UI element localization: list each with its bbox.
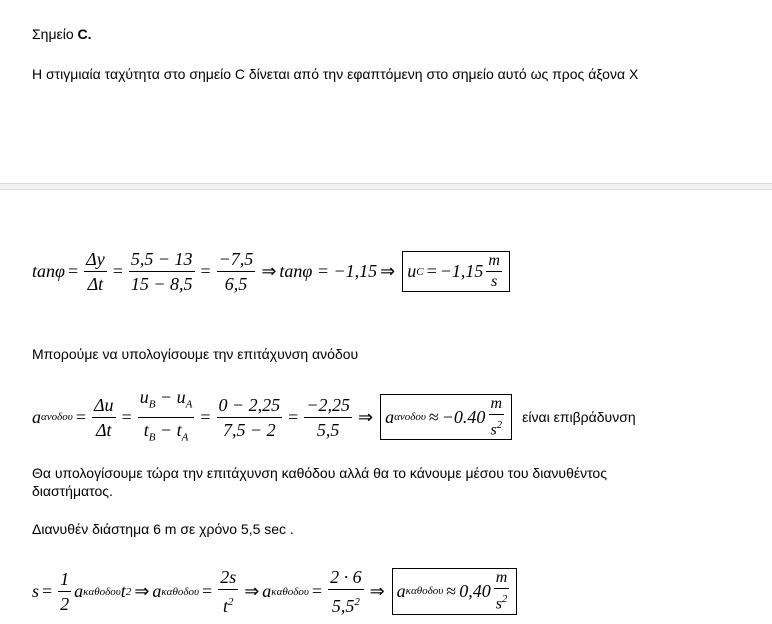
eq1-fraction-1: $\frac{\Delta y}{\Delta t}$: [86, 249, 105, 294]
eq1-fraction-3: $\frac{-7,5}{6,5}$: [218, 249, 254, 294]
eq2-result-box: a ανοδου ≈ −0.40 $\frac{m}{s^2}$: [380, 394, 512, 440]
text-accel-down: Θα υπολογίσουμε τώρα την επιτάχυνση καθόδου αλλά θα το κάνουμε μέσου του διανυθέντος διαστήματος.: [32, 465, 607, 499]
eq2-unit: $\frac{m}{s^2}$: [490, 394, 503, 439]
eq1-unit: $\frac{m}{s}$: [488, 252, 500, 290]
eq1-result-box: u C = −1,15 $\frac{m}{s}$: [402, 251, 510, 292]
heading-prefix: Σημείο: [32, 26, 78, 42]
text-accel-up: Μπορούμε να υπολογίσουμε την επιτάχυνση ανόδου: [32, 346, 359, 362]
heading: [32, 25, 92, 43]
eq1-fraction-2: $\frac{5,5 - 13}{15 - 8,5}$: [130, 249, 193, 294]
eq3-result-box: a καθοδου ≈ 0,40 $\frac{m}{s^2}$: [392, 568, 518, 614]
equation-accel-up: a ανοδου = $\frac{\Delta u}{\Delta t}$ = $\frac{u_B - u_A}{t_B - t_A}$ = $\frac{0 - 2,25}{7,5 - 2}$ = $\frac{-2,25}{5,5}$ ⇒ a ανοδου ≈ −0.40 $\frac{m}{s^2}$ είναι επιβράδυνση: [32, 386, 636, 448]
eq2-fraction-4: $\frac{-2,25}{5,5}$: [306, 394, 350, 440]
equation-tangent: tanφ = $\frac{\Delta y}{\Delta t}$ = $\frac{5,5 - 13}{15 - 8,5}$ = $\frac{-7,5}{6,5}$ ⇒ tanφ = −1,15 ⇒ u C = −1,15 $\frac{m}{s}$: [32, 248, 510, 295]
section-divider: [0, 183, 772, 190]
intro-text: Η στιγμιαία ταχύτητα στο σημείο C δίνεται από την εφαπτόμενη στο σημείο αυτό ως προς άξονα X: [32, 66, 639, 82]
eq2-fraction-2: $\frac{u_B - u_A}{t_B - t_A}$: [139, 387, 193, 444]
heading-bold: C.: [77, 26, 92, 42]
eq3-fraction-3: $\frac{2 \cdot 6}{5,5^2}$: [330, 567, 362, 616]
eq1-lhs: tanφ: [32, 261, 65, 281]
equation-accel-down: s = $\frac{1}{2}$ a καθοδου t 2 ⇒ a καθοδου = $\frac{2s}{t^2}$ ⇒ a καθοδου = $\frac{2 \cdot 6}{5,5^2}$ ⇒ a καθοδου ≈ 0,40 $\frac{m}{s^2}$: [32, 566, 517, 617]
eq2-fraction-1: $\frac{\Delta u}{\Delta t}$: [93, 394, 114, 440]
text-distance: Διανυθέν διάστημα 6 m σε χρόνο 5,5 sec .: [32, 521, 294, 537]
eq3-unit: $\frac{m}{s^2}$: [495, 569, 508, 613]
eq2-note: είναι επιβράδυνση: [522, 409, 636, 426]
eq2-fraction-3: $\frac{0 - 2,25}{7,5 - 2}$: [218, 394, 281, 440]
eq3-fraction-2: $\frac{2s}{t^2}$: [220, 567, 237, 616]
eq3-half: $\frac{1}{2}$: [60, 569, 70, 614]
eq1-mid: tanφ = −1,15: [279, 261, 378, 281]
